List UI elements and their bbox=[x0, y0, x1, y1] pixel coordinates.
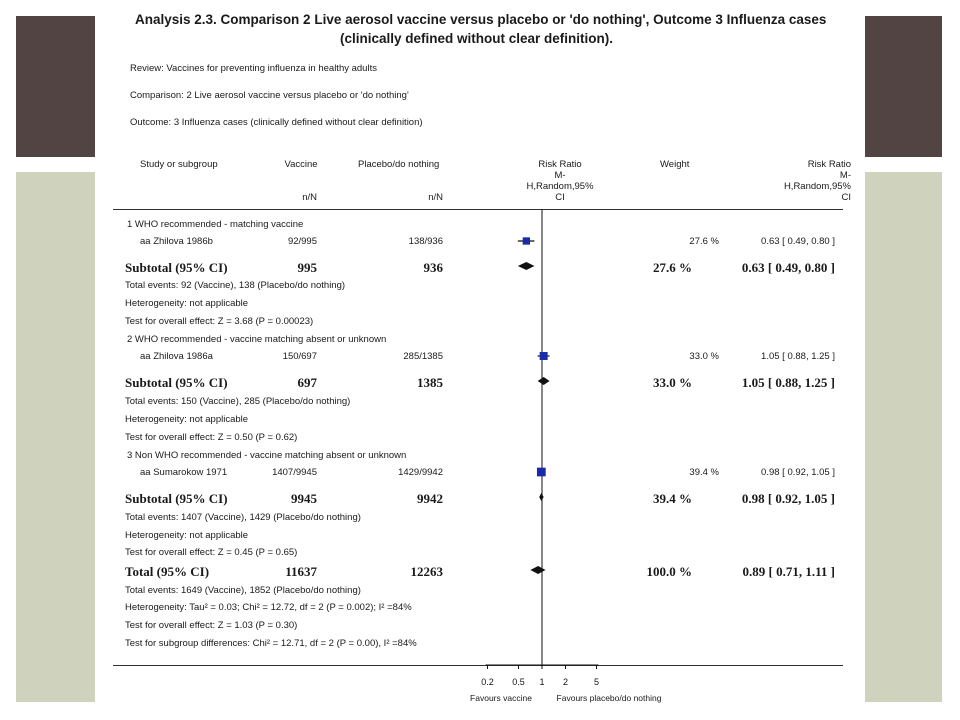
subtotal-placebo: 1385 bbox=[417, 375, 443, 390]
total-ci-text: 0.89 [ 0.71, 1.11 ] bbox=[742, 564, 835, 579]
heterogeneity-text: Heterogeneity: not applicable bbox=[125, 298, 249, 309]
subtotal-label: Subtotal (95% CI) bbox=[125, 260, 228, 275]
study-marker bbox=[537, 468, 546, 477]
study-name: aa Zhilova 1986b bbox=[140, 236, 213, 247]
col-rr2-header: Risk Ratio bbox=[807, 159, 851, 170]
slide-decor-light-right bbox=[865, 172, 942, 702]
slide-decor-dark-right bbox=[865, 16, 942, 157]
subgroup-heading: 2 WHO recommended - vaccine matching absent or unknown bbox=[127, 334, 387, 345]
total-placebo: 12263 bbox=[410, 564, 443, 579]
forest-plot-document bbox=[95, 0, 865, 720]
col-rr2-header-3: H,Random,95% bbox=[783, 181, 851, 192]
study-weight: 39.4 % bbox=[689, 467, 719, 478]
comparison-line: Comparison: 2 Live aerosol vaccine versus placebo or 'do nothing' bbox=[130, 90, 409, 101]
study-marker bbox=[540, 352, 548, 360]
total-weight: 100.0 % bbox=[646, 564, 692, 579]
subtotal-placebo: 9942 bbox=[417, 491, 443, 506]
study-weight: 33.0 % bbox=[689, 351, 719, 362]
favours-right-label: Favours placebo/do nothing bbox=[556, 693, 662, 703]
subtotal-ci-text: 0.98 [ 0.92, 1.05 ] bbox=[741, 491, 835, 506]
subtotal-weight: 27.6 % bbox=[653, 260, 692, 275]
col-rr2-header-4: CI bbox=[841, 192, 851, 203]
total-events-text: Total events: 1649 (Vaccine), 1852 (Placebo/do nothing) bbox=[125, 585, 361, 596]
study-marker bbox=[523, 237, 530, 244]
col-rr2-header-2: M- bbox=[839, 170, 851, 181]
total-events-text: Total events: 1407 (Vaccine), 1429 (Placebo/do nothing) bbox=[125, 512, 361, 523]
subtotal-label: Subtotal (95% CI) bbox=[125, 375, 228, 390]
x-tick-label: 0.2 bbox=[481, 677, 494, 687]
col-placebo-sub: n/N bbox=[428, 192, 443, 203]
subtotal-ci-text: 0.63 [ 0.49, 0.80 ] bbox=[741, 260, 835, 275]
x-tick-label: 2 bbox=[562, 677, 568, 687]
total-vaccine: 11637 bbox=[285, 564, 317, 579]
study-placebo: 1429/9942 bbox=[398, 467, 443, 478]
col-placebo-header: Placebo/do nothing bbox=[358, 159, 440, 170]
study-placebo: 138/936 bbox=[408, 236, 443, 247]
subtotal-weight: 39.4 % bbox=[653, 491, 692, 506]
total-heterogeneity-text: Heterogeneity: Tau² = 0.03; Chi² = 12.72, df = 2 (P = 0.002); I² =84% bbox=[125, 602, 412, 613]
slide-decor-dark-left bbox=[16, 16, 95, 157]
total-overall-effect-text: Test for overall effect: Z = 1.03 (P = 0.30) bbox=[125, 620, 298, 631]
total-label: Total (95% CI) bbox=[125, 564, 210, 579]
study-vaccine: 92/995 bbox=[287, 236, 317, 247]
review-line: Review: Vaccines for preventing influenza in healthy adults bbox=[130, 63, 377, 74]
col-weight-header: Weight bbox=[660, 159, 690, 170]
col-rr-header-4: CI bbox=[555, 192, 565, 203]
slide-decor-light-left bbox=[16, 172, 95, 702]
col-study-header: Study or subgroup bbox=[140, 159, 218, 170]
subtotal-vaccine: 697 bbox=[297, 375, 317, 390]
outcome-line: Outcome: 3 Influenza cases (clinically defined without clear definition) bbox=[130, 117, 423, 128]
overall-effect-text: Test for overall effect: Z = 3.68 (P = 0.00023) bbox=[125, 316, 314, 327]
subtotal-ci-text: 1.05 [ 0.88, 1.25 ] bbox=[741, 375, 835, 390]
forest-plot bbox=[95, 0, 865, 720]
subtotal-vaccine: 9945 bbox=[291, 491, 317, 506]
subgroup-heading: 3 Non WHO recommended - vaccine matching absent or unknown bbox=[127, 450, 407, 461]
study-ci-text: 1.05 [ 0.88, 1.25 ] bbox=[761, 351, 835, 362]
total-events-text: Total events: 92 (Vaccine), 138 (Placebo/do nothing) bbox=[125, 280, 346, 291]
overall-effect-text: Test for overall effect: Z = 0.45 (P = 0.65) bbox=[125, 547, 298, 558]
total-events-text: Total events: 150 (Vaccine), 285 (Placebo/do nothing) bbox=[125, 396, 351, 407]
analysis-title-line1: Analysis 2.3. Comparison 2 Live aerosol vaccine versus placebo or 'do nothing', Outcome 3 Influenza cases bbox=[135, 12, 827, 27]
overall-effect-text: Test for overall effect: Z = 0.50 (P = 0.62) bbox=[125, 432, 298, 443]
subgroup-differences-text: Test for subgroup differences: Chi² = 12.71, df = 2 (P = 0.00), I² =84% bbox=[125, 638, 417, 649]
study-ci-text: 0.98 [ 0.92, 1.05 ] bbox=[761, 467, 835, 478]
study-name: aa Sumarokow 1971 bbox=[140, 467, 228, 478]
x-tick-label: 5 bbox=[594, 677, 600, 687]
study-ci-text: 0.63 [ 0.49, 0.80 ] bbox=[761, 236, 835, 247]
heterogeneity-text: Heterogeneity: not applicable bbox=[125, 530, 249, 541]
col-rr-header: Risk Ratio bbox=[538, 159, 582, 170]
subtotal-diamond bbox=[538, 377, 550, 385]
subtotal-weight: 33.0 % bbox=[653, 375, 692, 390]
total-diamond bbox=[530, 566, 545, 574]
study-vaccine: 1407/9945 bbox=[272, 467, 317, 478]
subtotal-label: Subtotal (95% CI) bbox=[125, 491, 228, 506]
study-placebo: 285/1385 bbox=[403, 351, 443, 362]
analysis-title-line2: (clinically defined without clear definition). bbox=[340, 31, 614, 46]
subtotal-diamond bbox=[539, 493, 543, 501]
subtotal-placebo: 936 bbox=[423, 260, 443, 275]
study-weight: 27.6 % bbox=[689, 236, 719, 247]
subtotal-diamond bbox=[518, 262, 535, 270]
favours-left-label: Favours vaccine bbox=[470, 693, 532, 703]
x-tick-label: 1 bbox=[539, 677, 545, 687]
heterogeneity-text: Heterogeneity: not applicable bbox=[125, 414, 249, 425]
col-rr-header-3: H,Random,95% bbox=[526, 181, 594, 192]
col-vaccine-header: Vaccine bbox=[284, 159, 318, 170]
x-tick-label: 0.5 bbox=[512, 677, 525, 687]
subgroup-heading: 1 WHO recommended - matching vaccine bbox=[127, 219, 304, 230]
col-rr-header-2: M- bbox=[554, 170, 566, 181]
subtotal-vaccine: 995 bbox=[297, 260, 317, 275]
col-vaccine-sub: n/N bbox=[302, 192, 317, 203]
study-name: aa Zhilova 1986a bbox=[140, 351, 213, 362]
study-vaccine: 150/697 bbox=[282, 351, 317, 362]
